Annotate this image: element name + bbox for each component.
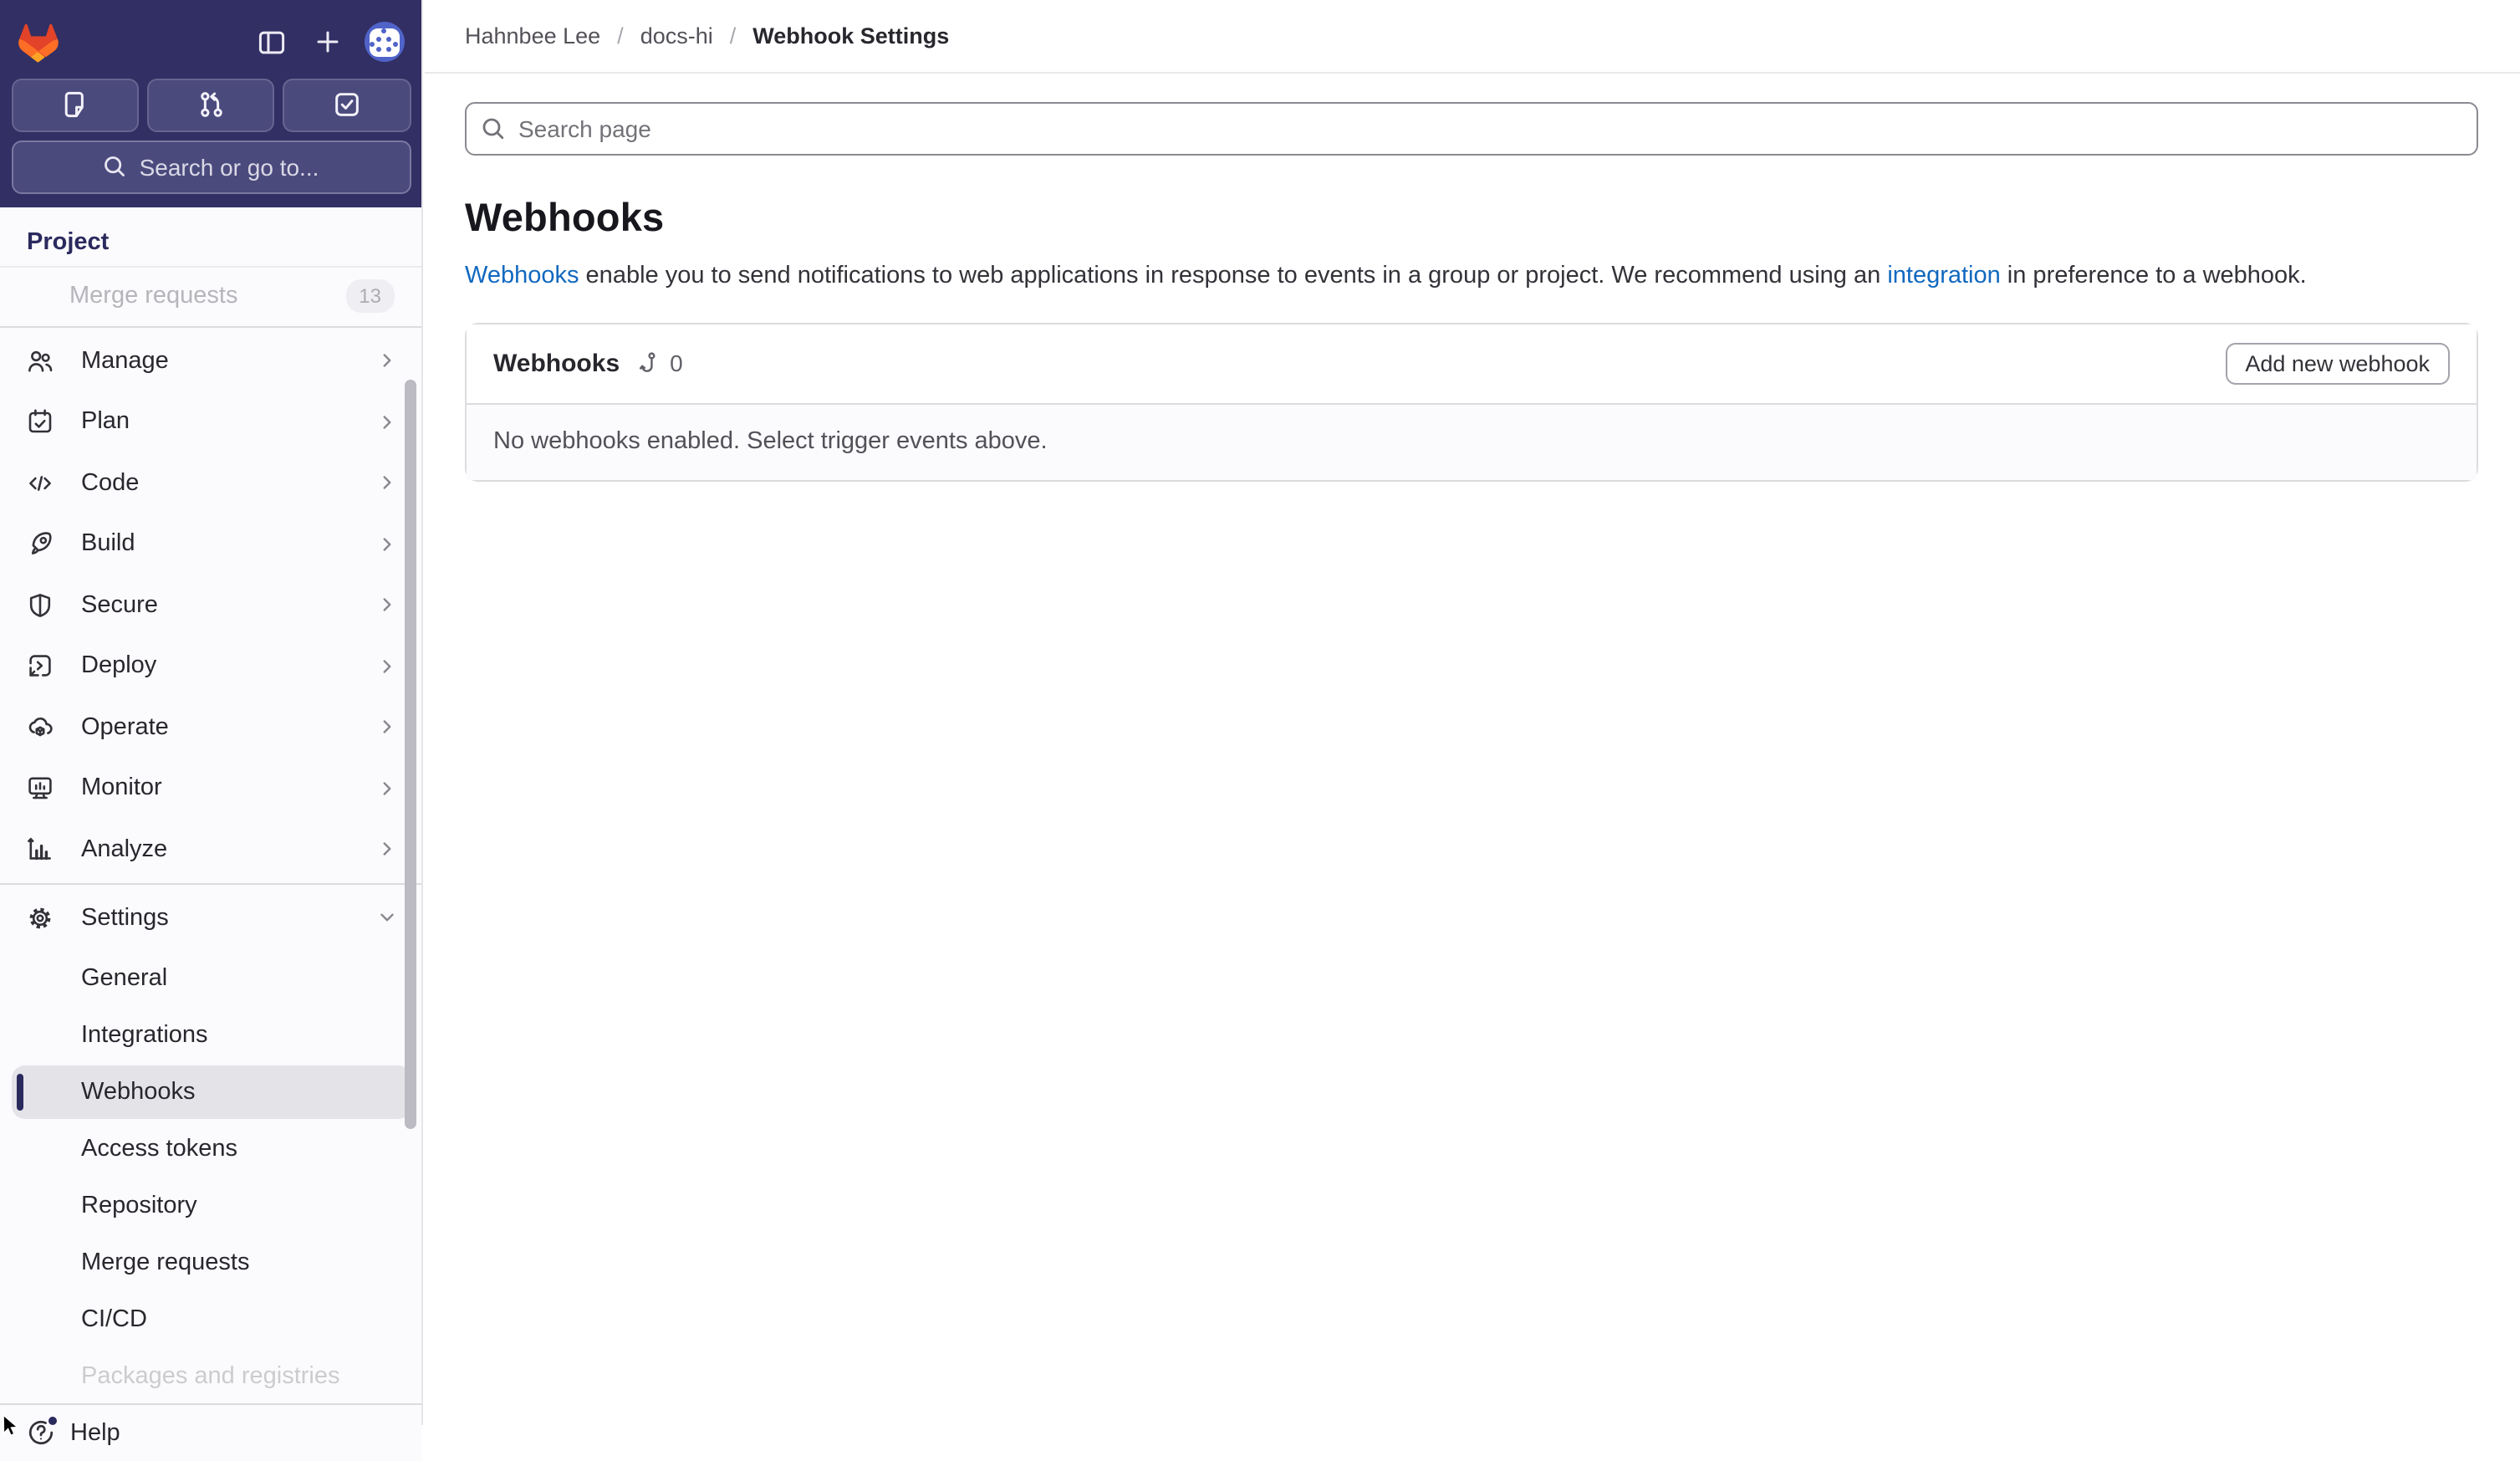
cloud-pod-icon [26, 713, 53, 740]
sidebar-subitem-general[interactable]: General [81, 964, 168, 991]
chevron-right-icon [375, 716, 397, 738]
merge-requests-shortcut-button[interactable] [146, 79, 274, 131]
breadcrumb-group[interactable]: Hahnbee Lee [465, 23, 601, 49]
divider [0, 325, 421, 327]
page-search-input[interactable] [465, 102, 2478, 155]
sidebar-scrollbar-thumb[interactable] [404, 380, 416, 1129]
chevron-right-icon [375, 350, 397, 371]
sidebar-item-manage[interactable]: Manage [11, 333, 411, 388]
chevron-down-icon [375, 907, 397, 928]
user-avatar[interactable] [364, 22, 404, 62]
sidebar-toggle-icon [258, 28, 286, 56]
main-content [425, 0, 2520, 1425]
sidebar-item-analyze[interactable]: Analyze [11, 821, 411, 876]
sidebar-item-secure[interactable]: Secure [11, 577, 411, 632]
search-icon [103, 155, 128, 180]
webhooks-card-header [467, 324, 2477, 404]
gear-icon [26, 904, 53, 931]
gitlab-logo[interactable] [18, 23, 58, 61]
plus-icon [314, 28, 340, 55]
super-sidebar [0, 0, 423, 1446]
sidebar-context-title: Project [0, 207, 421, 268]
sidebar-subitem-access-tokens[interactable]: Access tokens [81, 1135, 237, 1162]
breadcrumb-current-page: Webhook Settings [752, 23, 950, 49]
search-icon [480, 115, 507, 141]
page-title: Webhooks [465, 195, 665, 238]
sidebar-subitem-integrations[interactable]: Integrations [81, 1021, 208, 1048]
sidebar-subitem-webhooks[interactable]: Webhooks [11, 1065, 411, 1118]
webhooks-card [465, 322, 2478, 481]
chevron-right-icon [375, 777, 397, 799]
monitor-icon [26, 774, 53, 801]
sidebar-subitem-cicd[interactable]: CI/CD [81, 1305, 147, 1332]
sidebar-item-settings[interactable]: Settings [11, 890, 411, 945]
breadcrumb-separator: / [729, 23, 737, 49]
collapse-sidebar-button[interactable] [250, 20, 293, 64]
page-search [465, 102, 2478, 155]
chevron-right-icon [375, 533, 397, 554]
card-title: Webhooks [493, 349, 620, 377]
mouse-cursor [2, 1413, 22, 1437]
chevron-right-icon [375, 411, 397, 432]
merge-requests-count-badge: 13 [346, 279, 394, 313]
merge-request-icon [196, 91, 225, 120]
chevron-right-icon [375, 472, 397, 493]
page-description: Webhooks enable you to send notifications to web applications in response to events in a group or project. We recommend using an integration in preference to a webhook. [465, 262, 2307, 289]
chevron-right-icon [375, 655, 397, 677]
question-circle-icon [27, 1418, 55, 1447]
sidebar-item-operate[interactable]: Operate [11, 699, 411, 754]
rocket-icon [26, 530, 53, 557]
code-icon [26, 469, 53, 496]
issues-icon [61, 91, 89, 120]
help-label: Help [70, 1419, 120, 1446]
sidebar-item-merge-requests-scrolled[interactable]: Merge requests 13 [11, 273, 411, 319]
webhooks-count: 0 [670, 350, 683, 376]
shield-icon [26, 591, 53, 618]
chevron-right-icon [375, 838, 397, 860]
users-icon [26, 347, 53, 374]
sidebar-header [0, 0, 421, 207]
breadcrumb [425, 0, 2520, 74]
webhooks-doc-link[interactable]: Webhooks [465, 262, 579, 289]
todo-check-icon [332, 91, 360, 120]
chevron-right-icon [375, 594, 397, 616]
sidebar-item-deploy[interactable]: Deploy [11, 638, 411, 693]
webhooks-empty-state: No webhooks enabled. Select trigger events above. [467, 404, 2477, 479]
breadcrumb-project[interactable]: docs-hi [640, 23, 713, 49]
sidebar-menu [0, 207, 421, 1402]
divider [0, 882, 421, 884]
sidebar-item-plan[interactable]: Plan [11, 394, 411, 449]
hook-icon [636, 350, 661, 375]
calendar-icon [26, 408, 53, 435]
sidebar-subitem-repository[interactable]: Repository [81, 1192, 197, 1218]
add-new-webhook-button[interactable]: Add new webhook [2225, 342, 2450, 384]
integration-link[interactable]: integration [1887, 262, 2001, 289]
global-search-label: Search or go to... [139, 153, 319, 181]
notification-dot [47, 1415, 59, 1427]
chart-icon [26, 835, 53, 862]
help-button[interactable] [0, 1402, 421, 1461]
sidebar-item-build[interactable]: Build [11, 516, 411, 571]
breadcrumb-separator: / [617, 23, 624, 49]
sidebar-subitem-packages-partial[interactable]: Packages and registries [81, 1362, 340, 1389]
sidebar-item-code[interactable]: Code [11, 455, 411, 510]
sidebar-subitem-merge-requests[interactable]: Merge requests [81, 1249, 250, 1275]
issues-shortcut-button[interactable] [11, 79, 139, 131]
deploy-icon [26, 652, 53, 679]
sidebar-item-monitor[interactable]: Monitor [11, 760, 411, 815]
global-search-button[interactable] [11, 140, 411, 193]
todo-list-shortcut-button[interactable] [283, 79, 411, 131]
create-new-button[interactable] [305, 20, 349, 64]
